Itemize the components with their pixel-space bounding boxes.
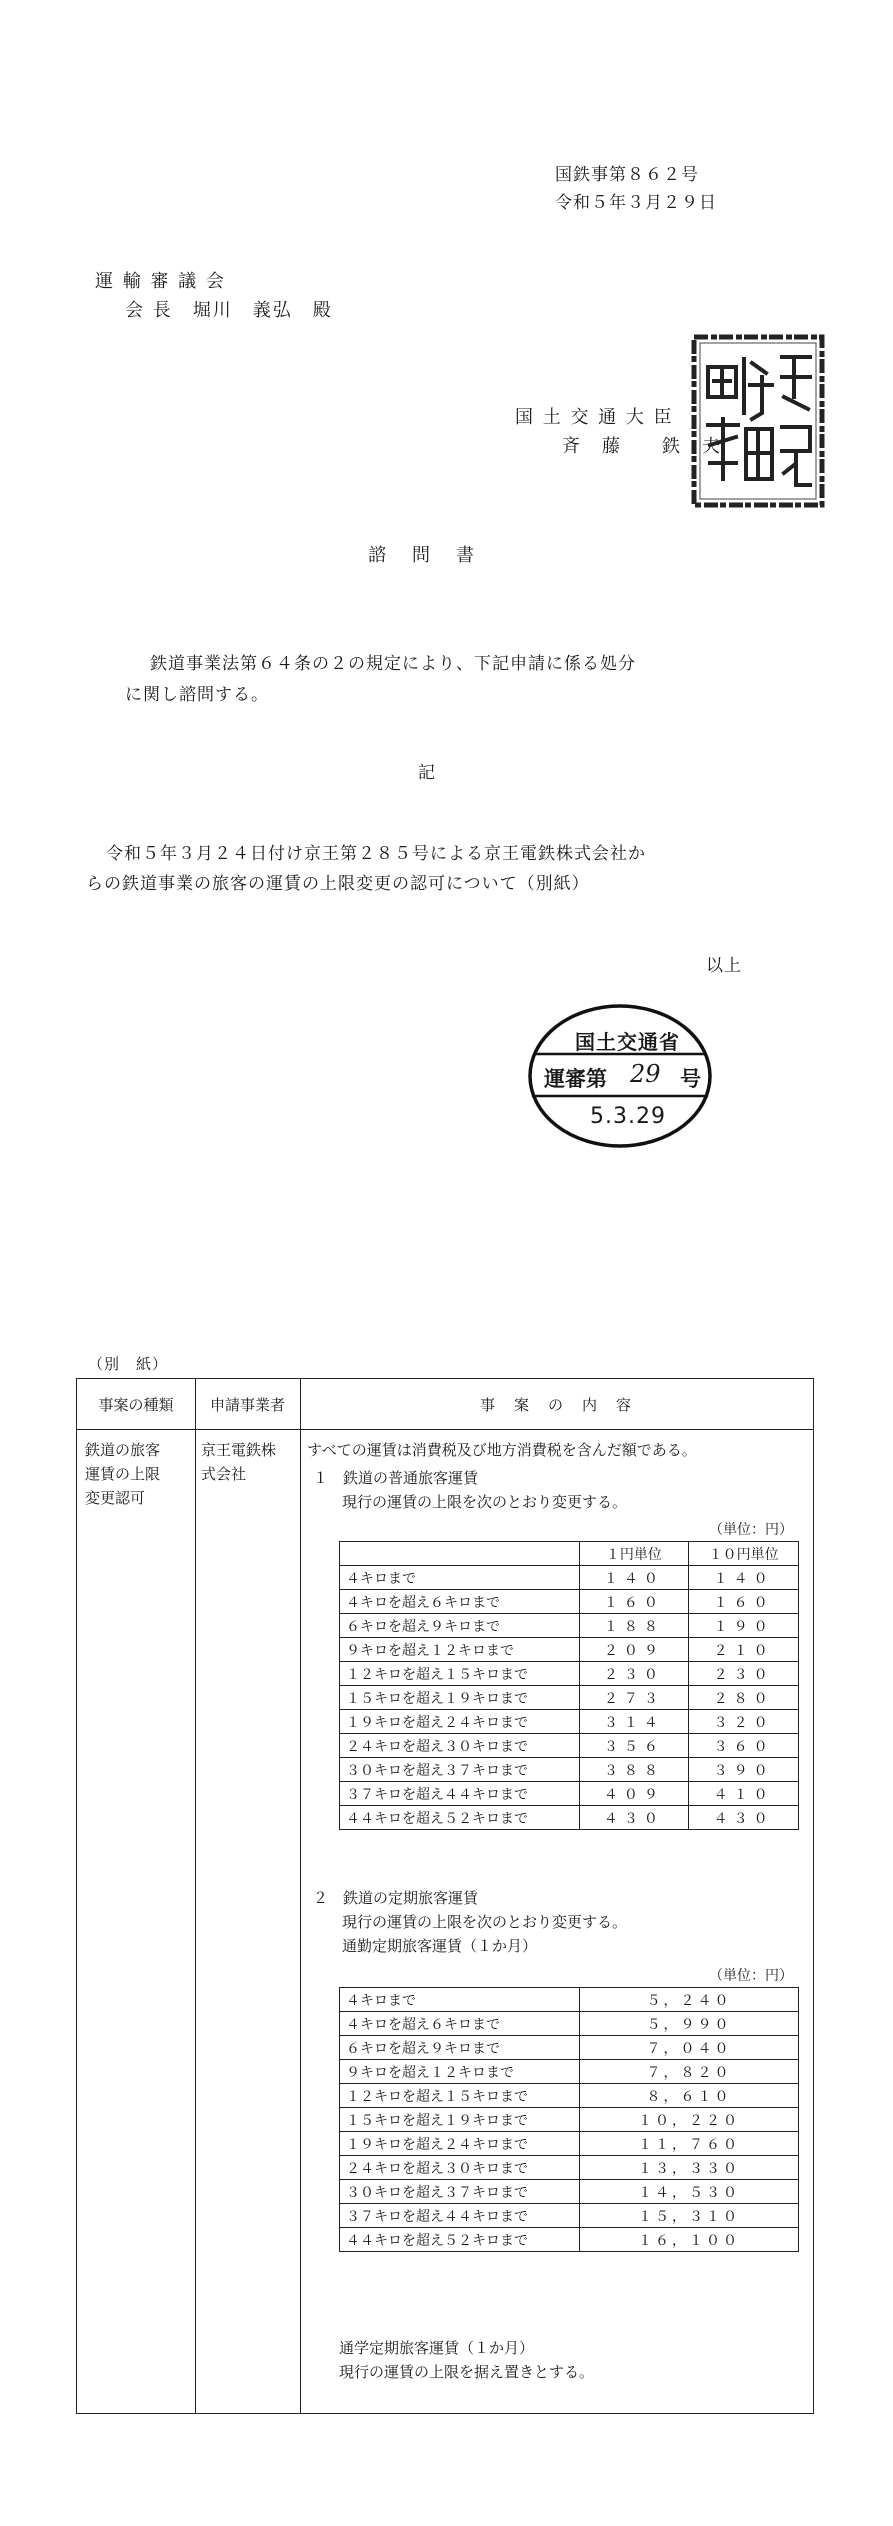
range-cell: ４４キロを超え５２キロまで [340, 2228, 580, 2252]
fare-table-1-row [340, 1710, 799, 1734]
fare-1yen-cell: １８８ [579, 1614, 689, 1638]
fare-table-2 [339, 1987, 799, 2252]
fare-10yen-cell: ２３０ [689, 1662, 799, 1686]
range-cell: １９キロを超え２４キロまで [340, 2132, 580, 2156]
fare-1yen-cell: ２３０ [579, 1662, 689, 1686]
range-cell: ３０キロを超え３７キロまで [340, 2180, 580, 2204]
section-1-desc: 現行の運賃の上限を次のとおり変更する。 [342, 1493, 628, 1511]
range-cell: １９キロを超え２４キロまで [340, 1710, 580, 1734]
fare-table-1-row [340, 1614, 799, 1638]
commuter-fare-cell: １１，７６０ [580, 2132, 799, 2156]
fare-table-2-row [340, 2204, 799, 2228]
fare-10yen-cell: ２１０ [689, 1638, 799, 1662]
fare-10yen-cell: ３２０ [689, 1710, 799, 1734]
col-header-10yen: １０円単位 [689, 1542, 799, 1566]
commuter-fare-cell: ５，９９０ [580, 2012, 799, 2036]
range-cell: ９キロを超え１２キロまで [340, 1638, 580, 1662]
fare-table-2-row [340, 2012, 799, 2036]
range-cell: ４４キロを超え５２キロまで [340, 1806, 580, 1830]
recipient-name: 会 長 堀川 義弘 殿 [125, 300, 333, 321]
fare-1yen-cell: ２０９ [579, 1638, 689, 1662]
document-title: 諮 問 書 [368, 545, 478, 566]
type-line-3: 変更認可 [85, 1489, 146, 1507]
range-cell: ３０キロを超え３７キロまで [340, 1758, 580, 1782]
fare-1yen-cell: ４０９ [579, 1782, 689, 1806]
header-applicant: 申請事業者 [209, 1395, 285, 1414]
fare-table-1-row [340, 1590, 799, 1614]
range-cell: ４キロまで [340, 1988, 580, 2012]
fare-table-1-row [340, 1686, 799, 1710]
range-cell: ２４キロを超え３０キロまで [340, 1734, 580, 1758]
recipient-org: 運 輸 審 議 会 [95, 271, 226, 292]
fare-table-2-row [340, 2108, 799, 2132]
fare-10yen-cell: ３９０ [689, 1758, 799, 1782]
document-date: 令和５年３月２９日 [555, 193, 717, 213]
col-header-1yen: １円単位 [579, 1542, 689, 1566]
fare-1yen-cell: ２７３ [579, 1686, 689, 1710]
content-intro: すべての運賃は消費税及び地方消費税を含んだ額である。 [307, 1441, 697, 1459]
fare-10yen-cell: ３６０ [689, 1734, 799, 1758]
commuter-fare-cell: １６，１００ [580, 2228, 799, 2252]
stamp-date: 5.3.29 [590, 1104, 666, 1129]
fare-table-1 [339, 1541, 799, 1830]
fare-table-1-row [340, 1662, 799, 1686]
commuter-fare-cell: １０，２２０ [580, 2108, 799, 2132]
fare-1yen-cell: １４０ [579, 1566, 689, 1590]
section-1-heading: １ 鉄道の普通旅客運賃 [313, 1469, 479, 1487]
fare-1yen-cell: ４３０ [579, 1806, 689, 1830]
header-content: 事 案 の 内 容 [479, 1395, 633, 1414]
attachment-table [76, 1378, 814, 2414]
fare-1yen-cell: ３８８ [579, 1758, 689, 1782]
type-line-1: 鉄道の旅客 [85, 1441, 161, 1459]
stamp-line-2-right: 号 [680, 1066, 701, 1091]
range-cell: １５キロを超え１９キロまで [340, 2108, 580, 2132]
range-cell: ４キロを超え６キロまで [340, 2012, 580, 2036]
fare-table-1-row [340, 1782, 799, 1806]
commuter-fare-cell: １５，３１０ [580, 2204, 799, 2228]
student-desc: 現行の運賃の上限を据え置きとする。 [339, 2363, 595, 2381]
body-paragraph-2-line-2: らの鉄道事業の旅客の運賃の上限変更の認可について（別紙） [86, 874, 590, 894]
section-2-unit: （単位：円） [709, 1968, 793, 1984]
range-cell: ３７キロを超え４４キロまで [340, 1782, 580, 1806]
fare-10yen-cell: １６０ [689, 1590, 799, 1614]
header-type: 事案の種類 [98, 1395, 174, 1414]
range-cell: ６キロを超え９キロまで [340, 1614, 580, 1638]
commuter-fare-cell: ５，２４０ [580, 1988, 799, 2012]
applicant-line-2: 式会社 [201, 1465, 247, 1483]
fare-table-2-row [340, 2156, 799, 2180]
fare-10yen-cell: ４１０ [689, 1782, 799, 1806]
fare-table-1-row [340, 1566, 799, 1590]
fare-table-2-row [340, 2084, 799, 2108]
fare-table-2-row [340, 2060, 799, 2084]
commuter-fare-cell: １３，３３０ [580, 2156, 799, 2180]
document-number: 国鉄事第８６２号 [555, 165, 699, 185]
receipt-stamp [520, 992, 720, 1160]
commuter-fare-cell: １４，５３０ [580, 2180, 799, 2204]
range-cell: １２キロを超え１５キロまで [340, 2084, 580, 2108]
fare-1yen-cell: ３５６ [579, 1734, 689, 1758]
commuter-fare-cell: ７，０４０ [580, 2036, 799, 2060]
fare-table-2-row [340, 2228, 799, 2252]
body-paragraph-1-line-1: 鉄道事業法第６４条の２の規定により、下記申請に係る処分 [150, 654, 636, 674]
commuter-fare-cell: ８，６１０ [580, 2084, 799, 2108]
range-cell: ４キロまで [340, 1566, 580, 1590]
type-line-2: 運賃の上限 [85, 1465, 161, 1483]
section-2-sub: 通勤定期旅客運賃（１か月） [342, 1937, 538, 1955]
ki-heading: 記 [418, 763, 436, 783]
range-cell: ９キロを超え１２キロまで [340, 2060, 580, 2084]
range-cell: ３７キロを超え４４キロまで [340, 2204, 580, 2228]
range-cell: １５キロを超え１９キロまで [340, 1686, 580, 1710]
range-cell: ４キロを超え６キロまで [340, 1590, 580, 1614]
applicant-line-1: 京王電鉄株 [201, 1441, 277, 1459]
range-cell: ２４キロを超え３０キロまで [340, 2156, 580, 2180]
fare-1yen-cell: １６０ [579, 1590, 689, 1614]
stamp-line-2-left: 運審第 [544, 1066, 607, 1091]
official-seal-icon [690, 333, 826, 509]
stamp-number: 29 [630, 1060, 661, 1088]
fare-table-2-row [340, 2180, 799, 2204]
sender-name: 斉 藤 鉄 夫 [562, 436, 722, 457]
stamp-line-1: 国土交通省 [575, 1030, 680, 1054]
student-sub: 通学定期旅客運賃（１か月） [339, 2339, 535, 2357]
section-2-desc: 現行の運賃の上限を次のとおり変更する。 [342, 1913, 628, 1931]
sender-title: 国 土 交 通 大 臣 [515, 407, 674, 428]
fare-10yen-cell: ４３０ [689, 1806, 799, 1830]
section-1-unit: （単位：円） [709, 1522, 793, 1538]
fare-table-2-row [340, 2036, 799, 2060]
body-paragraph-1-line-2: に関し諮問する。 [125, 685, 269, 705]
attachment-label: （別 紙） [88, 1355, 169, 1373]
ijo-closing: 以上 [706, 956, 742, 976]
commuter-fare-cell: ７，８２０ [580, 2060, 799, 2084]
range-cell: ６キロを超え９キロまで [340, 2036, 580, 2060]
section-2-heading: ２ 鉄道の定期旅客運賃 [313, 1889, 479, 1907]
fare-table-1-row [340, 1806, 799, 1830]
range-cell: １２キロを超え１５キロまで [340, 1662, 580, 1686]
fare-10yen-cell: ２８０ [689, 1686, 799, 1710]
fare-table-1-row [340, 1758, 799, 1782]
fare-table-1-row [340, 1638, 799, 1662]
fare-10yen-cell: １９０ [689, 1614, 799, 1638]
fare-table-2-row [340, 1988, 799, 2012]
fare-table-2-row [340, 2132, 799, 2156]
fare-table-1-row [340, 1734, 799, 1758]
body-paragraph-2-line-1: 令和５年３月２４日付け京王第２８５号による京王電鉄株式会社か [106, 844, 646, 864]
fare-10yen-cell: １４０ [689, 1566, 799, 1590]
fare-1yen-cell: ３１４ [579, 1710, 689, 1734]
